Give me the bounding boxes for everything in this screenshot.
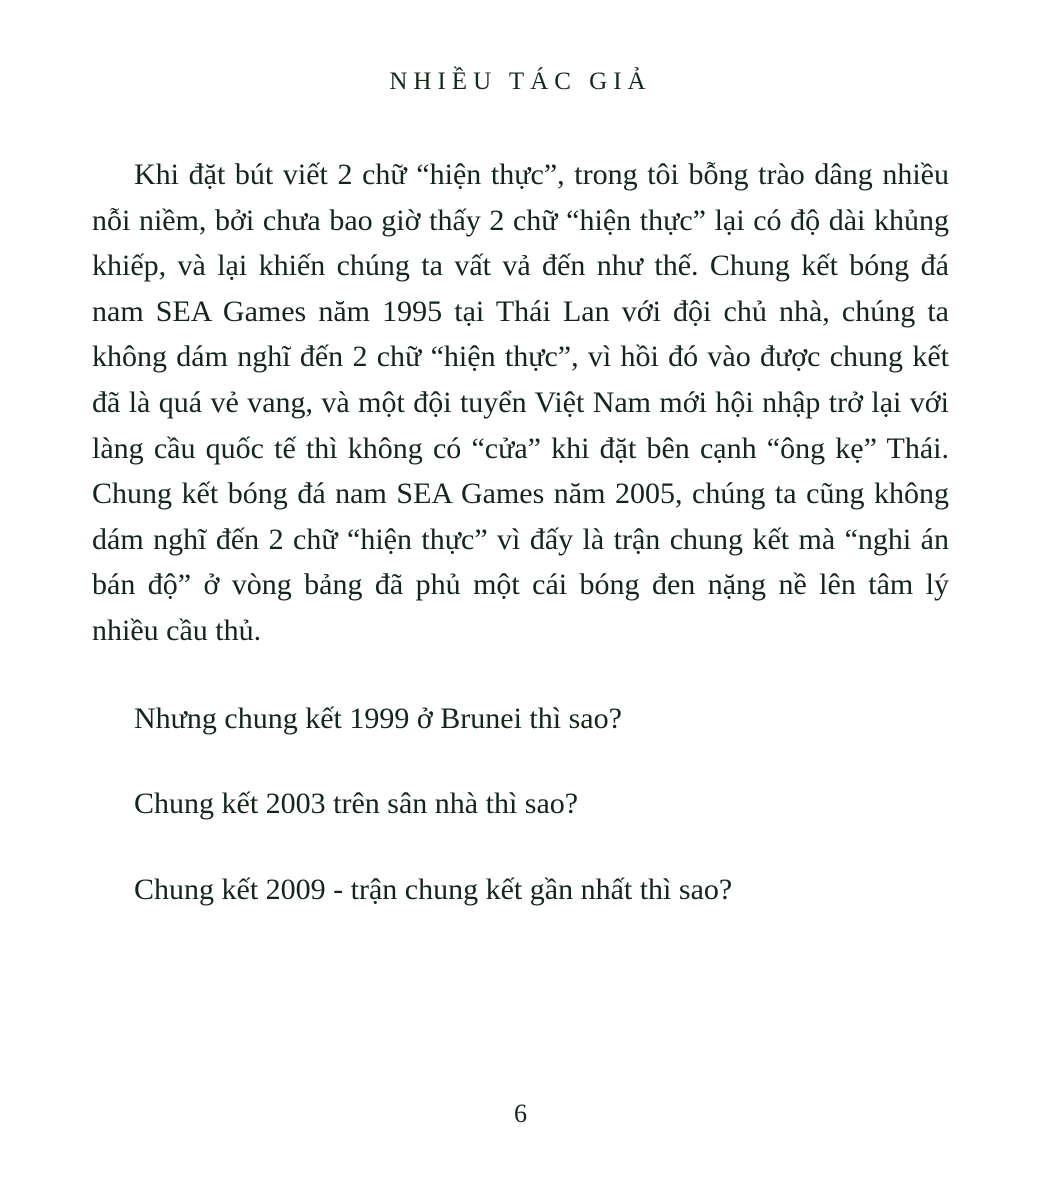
paragraph: Chung kết 2009 - trận chung kết gần nhất thì sao? (134, 872, 733, 906)
paragraph: Khi đặt bút viết 2 chữ “hiện thực”, trong tôi bỗng trào dâng nhiều nỗi niềm, bởi chưa bao giờ thấy 2 chữ “hiện thực” lại có độ dài khủng khiếp, và lại khiến chúng ta vất vả đến như thế. Chung kết bóng đá nam SEA Games năm 1995 tại Thái Lan với đội chủ nhà, chúng ta không dám nghĩ đến 2 chữ “hiện thực”, vì hồi đó vào được chung kết đã là quá vẻ vang, và một đội tuyển Việt Nam mới hội nhập trở lại với làng cầu quốc tế thì không có “cửa” khi đặt bên cạnh “ông kẹ” Thái. Chung kết bóng đá nam SEA Games năm 2005, chúng ta cũng không dám nghĩ đến 2 chữ “hiện thực” vì đấy là trận chung kết mà “nghi án bán độ” ở vòng bảng đã phủ một cái bóng đen nặng nề lên tâm lý nhiều cầu thủ. (92, 158, 949, 647)
paragraph: Nhưng chung kết 1999 ở Brunei thì sao? (134, 701, 622, 735)
body-text (92, 152, 949, 912)
paragraph: Chung kết 2003 trên sân nhà thì sao? (134, 787, 579, 821)
running-head: NHIỀU TÁC GIẢ (389, 68, 652, 95)
page-number: 6 (514, 1099, 527, 1128)
book-page (0, 68, 1041, 1181)
